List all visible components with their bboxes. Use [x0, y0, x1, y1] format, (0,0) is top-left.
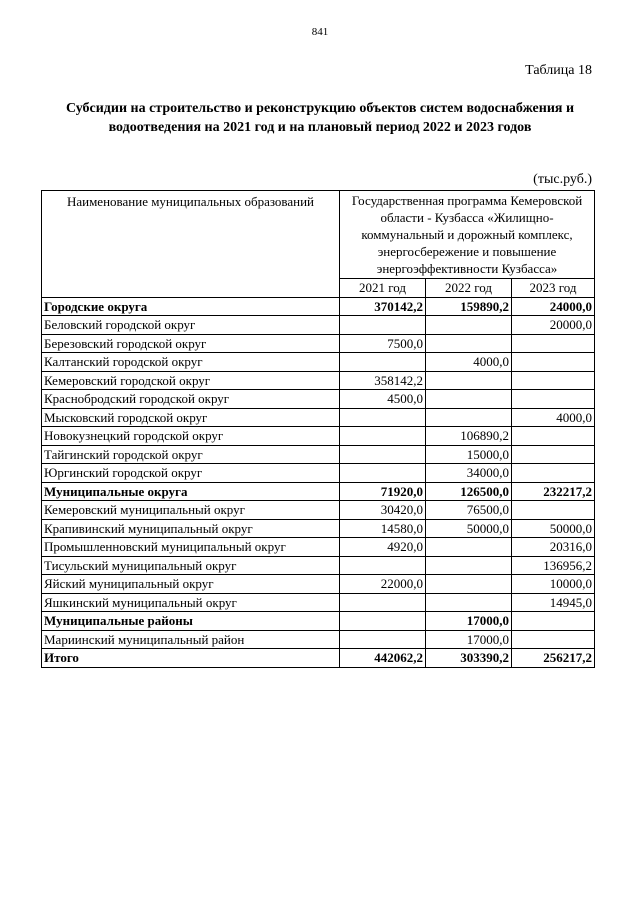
municipality-name-cell: Городские округа: [42, 297, 340, 316]
municipality-name-cell: Березовский городской округ: [42, 334, 340, 353]
page-number: 841: [311, 26, 329, 38]
program-header: Государственная программа Кемеровской области - Кузбасса «Жилищно-коммунальный и дорожный комплекс, энергосбережение и повышение энергоэффективности Кузбасса»: [340, 191, 595, 279]
table-row: [42, 390, 595, 409]
municipality-name-cell: Муниципальные округа: [42, 482, 340, 501]
value-2021-cell: 4920,0: [340, 538, 426, 557]
table-row: [42, 575, 595, 594]
value-2022-cell: [426, 334, 512, 353]
table-row: [42, 630, 595, 649]
value-2022-cell: 76500,0: [426, 501, 512, 520]
table-row: [42, 427, 595, 446]
document-title: Субсидии на строительство и реконструкцию объектов систем водоснабжения и водоотведения на 2021 год и на плановый период 2022 и 2023 годов: [65, 101, 575, 135]
municipality-name-cell: Яйский муниципальный округ: [42, 575, 340, 594]
value-2022-cell: 106890,2: [426, 427, 512, 446]
value-2022-cell: [426, 371, 512, 390]
value-2023-cell: 232217,2: [512, 482, 595, 501]
table-group-row: [42, 649, 595, 668]
value-2023-cell: [512, 371, 595, 390]
value-2023-cell: [512, 501, 595, 520]
value-2023-cell: 4000,0: [512, 408, 595, 427]
value-2023-cell: [512, 427, 595, 446]
table-group-row: [42, 482, 595, 501]
table-label: Таблица 18: [525, 63, 592, 78]
value-2021-cell: 30420,0: [340, 501, 426, 520]
value-2022-cell: [426, 408, 512, 427]
value-2021-cell: 358142,2: [340, 371, 426, 390]
value-2022-cell: [426, 390, 512, 409]
value-2022-cell: 15000,0: [426, 445, 512, 464]
value-2022-cell: 17000,0: [426, 630, 512, 649]
municipality-name-cell: Калтанский городской округ: [42, 353, 340, 372]
value-2022-cell: [426, 316, 512, 335]
municipality-name-cell: Яшкинский муниципальный округ: [42, 593, 340, 612]
value-2023-cell: 50000,0: [512, 519, 595, 538]
value-2021-cell: 14580,0: [340, 519, 426, 538]
value-2021-cell: 22000,0: [340, 575, 426, 594]
value-2022-cell: 50000,0: [426, 519, 512, 538]
table-row: [42, 445, 595, 464]
value-2023-cell: 14945,0: [512, 593, 595, 612]
municipality-name-cell: Краснобродский городской округ: [42, 390, 340, 409]
value-2021-cell: 370142,2: [340, 297, 426, 316]
value-2022-cell: 303390,2: [426, 649, 512, 668]
municipality-name-cell: Беловский городской округ: [42, 316, 340, 335]
municipality-name-cell: Тисульский муниципальный округ: [42, 556, 340, 575]
value-2021-cell: [340, 612, 426, 631]
table-row: [42, 353, 595, 372]
value-2021-cell: [340, 464, 426, 483]
municipality-name-cell: Мариинский муниципальный район: [42, 630, 340, 649]
value-2023-cell: [512, 334, 595, 353]
value-2022-cell: [426, 593, 512, 612]
value-2023-cell: 10000,0: [512, 575, 595, 594]
value-2022-cell: [426, 575, 512, 594]
table-row: [42, 464, 595, 483]
value-2021-cell: [340, 316, 426, 335]
value-2023-cell: [512, 612, 595, 631]
value-2022-cell: [426, 538, 512, 557]
table-row: [42, 501, 595, 520]
value-2021-cell: [340, 593, 426, 612]
municipality-name-cell: Юргинский городской округ: [42, 464, 340, 483]
municipality-name-cell: Промышленновский муниципальный округ: [42, 538, 340, 557]
name-column-header: Наименование муниципальных образований: [42, 191, 340, 298]
municipality-name-cell: Мысковский городской округ: [42, 408, 340, 427]
value-2021-cell: 4500,0: [340, 390, 426, 409]
table-group-row: [42, 297, 595, 316]
municipality-name-cell: Крапивинский муниципальный округ: [42, 519, 340, 538]
value-2023-cell: 20316,0: [512, 538, 595, 557]
table-row: [42, 519, 595, 538]
value-2022-cell: [426, 556, 512, 575]
municipality-name-cell: Муниципальные районы: [42, 612, 340, 631]
value-2022-cell: 4000,0: [426, 353, 512, 372]
table-body: [42, 297, 595, 667]
value-2022-cell: 34000,0: [426, 464, 512, 483]
year-header-2023: 2023 год: [512, 279, 595, 298]
value-2022-cell: 159890,2: [426, 297, 512, 316]
year-header-2021: 2021 год: [340, 279, 426, 298]
value-2021-cell: 442062,2: [340, 649, 426, 668]
value-2023-cell: [512, 445, 595, 464]
value-2021-cell: [340, 427, 426, 446]
value-2023-cell: [512, 630, 595, 649]
municipality-name-cell: Новокузнецкий городской округ: [42, 427, 340, 446]
value-2023-cell: [512, 464, 595, 483]
municipality-name-cell: Кемеровский городской округ: [42, 371, 340, 390]
value-2022-cell: 17000,0: [426, 612, 512, 631]
value-2022-cell: 126500,0: [426, 482, 512, 501]
table-row: [42, 593, 595, 612]
table-header-row: [42, 191, 595, 279]
value-2023-cell: [512, 390, 595, 409]
table-row: [42, 556, 595, 575]
value-2021-cell: [340, 353, 426, 372]
municipality-name-cell: Тайгинский городской округ: [42, 445, 340, 464]
value-2023-cell: 24000,0: [512, 297, 595, 316]
municipality-name-cell: Итого: [42, 649, 340, 668]
value-2023-cell: 136956,2: [512, 556, 595, 575]
table-row: [42, 371, 595, 390]
value-2021-cell: [340, 630, 426, 649]
value-2021-cell: [340, 556, 426, 575]
value-2023-cell: 20000,0: [512, 316, 595, 335]
table-group-row: [42, 612, 595, 631]
table-row: [42, 316, 595, 335]
table-row: [42, 334, 595, 353]
value-2021-cell: [340, 408, 426, 427]
value-2021-cell: [340, 445, 426, 464]
value-2023-cell: [512, 353, 595, 372]
municipality-name-cell: Кемеровский муниципальный округ: [42, 501, 340, 520]
value-2021-cell: 71920,0: [340, 482, 426, 501]
value-2021-cell: 7500,0: [340, 334, 426, 353]
year-header-2022: 2022 год: [426, 279, 512, 298]
units-label: (тыс.руб.): [533, 172, 592, 187]
table-row: [42, 538, 595, 557]
value-2023-cell: 256217,2: [512, 649, 595, 668]
subsidies-table: [41, 190, 595, 668]
table-row: [42, 408, 595, 427]
